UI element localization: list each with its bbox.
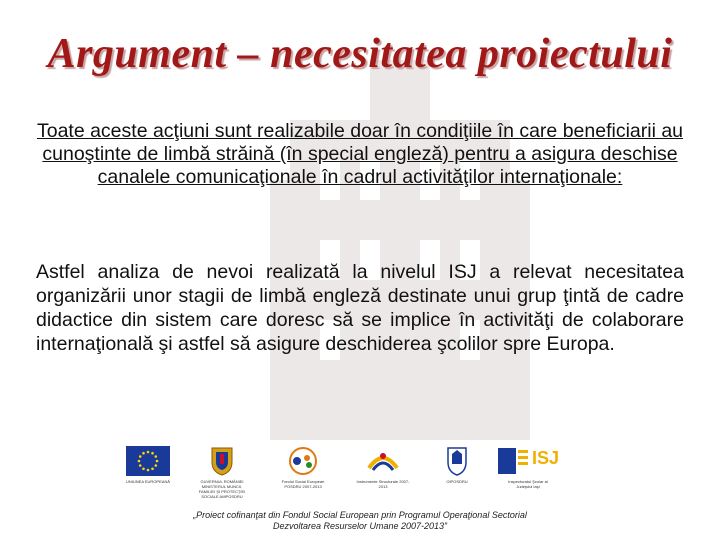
eu-star-icon [147, 451, 150, 454]
eu-star-icon [154, 455, 157, 458]
eu-star-icon [138, 460, 141, 463]
ministry-crest-icon [446, 446, 468, 476]
background-building-watermark [250, 60, 550, 440]
body-paragraph: Astfel analiza de nevoi realizată la nivelul ISJ a relevat necesitatea organizării unor stagii de limbă engleză destinate unui grup ţintă de cadre didactice din sistem care doresc să se implice în activităţi de colaborare internaţională şi astfel să asigure deschiderea şcolilor spre Europa. [36, 261, 684, 355]
eu-star-icon [151, 467, 154, 470]
slide-title: Argument – necesitatea proiectului [47, 31, 673, 77]
eu-flag-icon [126, 446, 170, 476]
eu-star-icon [142, 452, 145, 455]
eu-flag-logo [126, 446, 170, 481]
sponsor-logos-strip [120, 446, 600, 499]
gov-caption: GUVERNUL ROMÂNIEI MINISTERUL MUNCII, FAMILIEI ŞI PROTECŢIEI SOCIALE AMPOSDRU [198, 479, 246, 499]
coat-of-arms-icon [210, 446, 234, 476]
eu-star-icon [147, 469, 150, 472]
eu-caption: UNIUNEA EUROPEANĂ [125, 479, 170, 484]
intro-paragraph: Toate aceste acţiuni sunt realizabile doar în condiţiile în care beneficiarii au cunoştinte de limbă străină (în special engleză) pentru a asigura deschise canalele comunicaţionale în cadrul activităţilor internaţionale: [36, 120, 684, 188]
structural-instruments-logo [365, 446, 401, 481]
footer-line-2: Dezvoltarea Resurselor Umane 2007-2013” [272, 521, 448, 531]
eu-star-icon [154, 464, 157, 467]
footer-cofinancing-note [0, 510, 720, 532]
structural-instruments-caption: Instrumente Structurale 2007-2013 [356, 479, 410, 489]
fse-logo [285, 446, 321, 481]
oiposdru-caption: OIPOSDRU [446, 479, 468, 484]
eu-star-icon [151, 452, 154, 455]
isj-letters: ISJ [532, 448, 560, 468]
isj-caption: Inspectoratul Şcolar al Judeţului Iaşi [508, 479, 548, 489]
fse-icon [285, 446, 321, 476]
fse-caption: Fondul Social European POSDRU 2007-2013 [281, 479, 325, 489]
structural-instruments-icon [365, 446, 401, 476]
isj-logo [498, 446, 558, 481]
eu-star-icon [156, 460, 159, 463]
oiposdru-logo [446, 446, 468, 481]
footer-line-1: „Proiect cofinanţat din Fondul Social European prin Programul Operaţional Sectorial [193, 510, 527, 520]
romania-coat-of-arms-logo [210, 446, 234, 481]
eu-star-icon [139, 455, 142, 458]
eu-star-icon [139, 464, 142, 467]
eu-star-icon [142, 467, 145, 470]
